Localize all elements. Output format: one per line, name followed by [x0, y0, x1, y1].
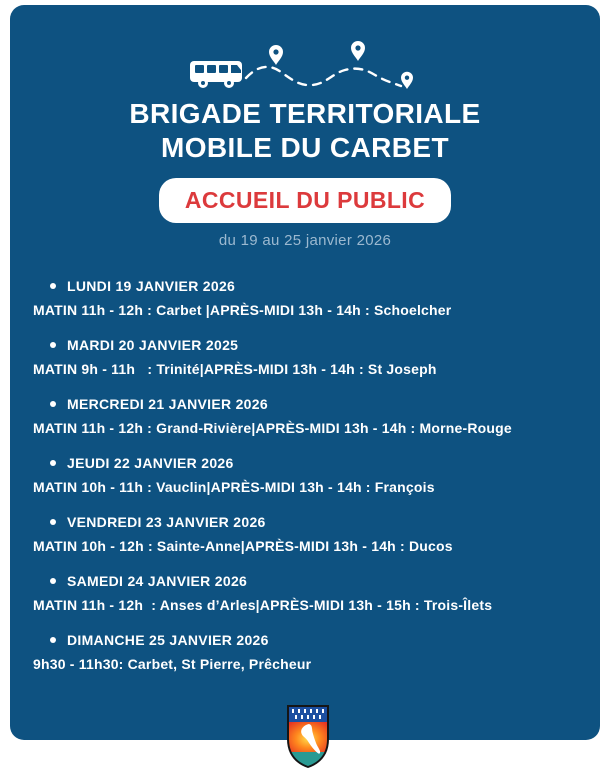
bullet-dot-icon: [50, 342, 56, 348]
schedule-list: [10, 277, 600, 673]
map-pin-icon: [401, 72, 413, 89]
date-range: du 19 au 25 janvier 2026: [218, 232, 392, 249]
bullet-dot-icon: [50, 637, 56, 643]
day-label: LUNDI 19 JANVIER 2026: [67, 278, 236, 294]
bullet-dot-icon: [50, 578, 56, 584]
bullet-dot-icon: [50, 401, 56, 407]
day-label: SAMEDI 24 JANVIER 2026: [67, 573, 248, 589]
schedule-item: [33, 513, 574, 555]
bullet-dot-icon: [50, 460, 56, 466]
map-pin-icon: [351, 41, 365, 61]
day-details: 9h30 - 11h30: Carbet, St Pierre, Prêcheur: [33, 656, 312, 672]
day-label: VENDREDI 23 JANVIER 2026: [67, 514, 266, 530]
day-label: MERCREDI 21 JANVIER 2026: [67, 396, 268, 412]
dashed-route-line: [246, 67, 401, 86]
day-details: MATIN 11h - 12h : Anses d’Arles|APRÈS-MIDI 13h - 15h : Trois-Îlets: [33, 597, 493, 613]
title-line-1: BRIGADE TERRITORIALE: [129, 98, 481, 129]
schedule-item: [33, 336, 574, 378]
poster-title: [10, 97, 600, 165]
poster-panel: [10, 5, 600, 740]
bus-route-graphic: [188, 31, 423, 93]
header-artwork: [10, 31, 600, 93]
day-label: JEUDI 22 JANVIER 2026: [67, 455, 234, 471]
bus-icon: [190, 61, 242, 88]
schedule-item: [33, 395, 574, 437]
day-details: MATIN 11h - 12h : Carbet |APRÈS-MIDI 13h - 14h : Schoelcher: [33, 302, 452, 318]
schedule-item: [33, 572, 574, 614]
accueil-badge: ACCUEIL DU PUBLIC: [159, 178, 451, 223]
bullet-dot-icon: [50, 283, 56, 289]
day-details: MATIN 11h - 12h : Grand-Rivière|APRÈS-MIDI 13h - 14h : Morne-Rouge: [33, 420, 512, 436]
day-label: MARDI 20 JANVIER 2025: [67, 337, 239, 353]
title-line-2: MOBILE DU CARBET: [161, 132, 449, 163]
schedule-item: [33, 631, 574, 673]
map-pin-icon: [269, 45, 283, 65]
schedule-item: [33, 277, 574, 319]
day-details: MATIN 9h - 11h : Trinité|APRÈS-MIDI 13h - 14h : St Joseph: [33, 361, 437, 377]
schedule-item: [33, 454, 574, 496]
day-details: MATIN 10h - 12h : Sainte-Anne|APRÈS-MIDI 13h - 14h : Ducos: [33, 538, 453, 554]
day-label: DIMANCHE 25 JANVIER 2026: [67, 632, 269, 648]
martinique-crest-logo: [285, 703, 331, 769]
bullet-dot-icon: [50, 519, 56, 525]
day-details: MATIN 10h - 11h : Vauclin|APRÈS-MIDI 13h - 14h : François: [33, 479, 435, 495]
